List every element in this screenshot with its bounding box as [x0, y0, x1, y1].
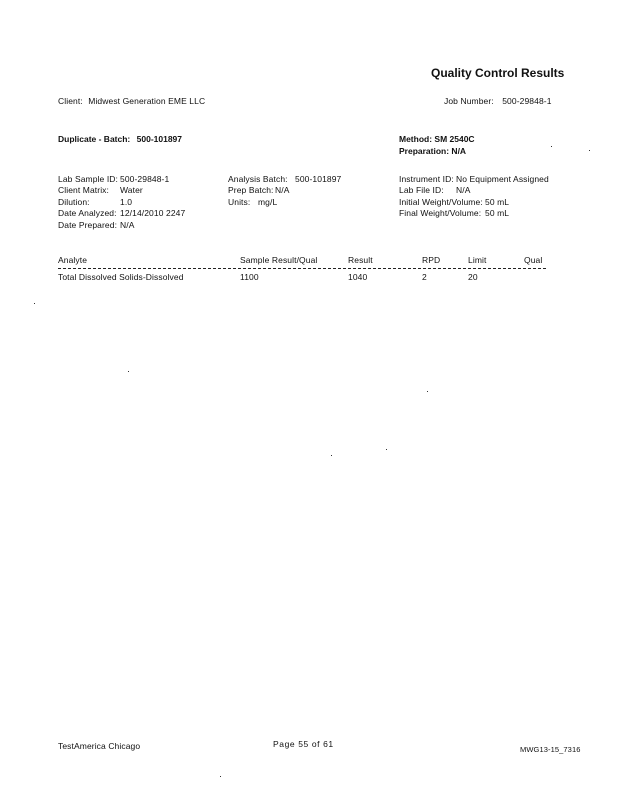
- lab-file-id-value: N/A: [456, 185, 471, 195]
- analysis-batch-label: Analysis Batch:: [228, 174, 288, 184]
- col-header-rpd: RPD: [422, 255, 441, 265]
- scan-speck: [589, 150, 590, 151]
- client-matrix-label: Client Matrix:: [58, 185, 109, 195]
- col-header-sample-result: Sample Result/Qual: [240, 255, 318, 265]
- scan-speck: [34, 303, 35, 304]
- scan-speck: [427, 391, 428, 392]
- page-title: Quality Control Results: [431, 66, 565, 80]
- instrument-id-label: Instrument ID:: [399, 174, 454, 184]
- date-analyzed-label: Date Analyzed:: [58, 208, 117, 218]
- initial-weight-value: 50 mL: [485, 197, 510, 207]
- final-weight-value: 50 mL: [485, 208, 510, 218]
- scan-speck: [551, 146, 552, 147]
- footer-lab-name: TestAmerica Chicago: [58, 741, 141, 751]
- lab-sample-id-value: 500-29848-1: [120, 174, 170, 184]
- job-number-line: [444, 96, 552, 106]
- batch-heading: [58, 134, 182, 144]
- col-header-result: Result: [348, 255, 373, 265]
- job-number-label: Job Number:: [444, 96, 494, 106]
- date-analyzed-value: 12/14/2010 2247: [120, 208, 186, 218]
- batch-heading-value: 500-101897: [136, 134, 183, 144]
- date-prepared-label: Date Prepared:: [58, 220, 118, 230]
- col-header-qual: Qual: [524, 255, 543, 265]
- footer-page-number: Page 55 of 61: [273, 739, 334, 749]
- dilution-value: 1.0: [120, 197, 133, 207]
- scan-speck: [220, 776, 221, 777]
- prep-batch-label: Prep Batch:: [228, 185, 274, 195]
- job-number-value: 500-29848-1: [502, 96, 552, 106]
- cell-result: 1040: [348, 272, 368, 282]
- client-label: Client:: [58, 96, 83, 106]
- table-header-rule: [58, 268, 546, 269]
- dilution-label: Dilution:: [58, 197, 90, 207]
- preparation-text: Preparation: N/A: [399, 146, 467, 156]
- lab-file-id-label: Lab File ID:: [399, 185, 444, 195]
- method-text: Method: SM 2540C: [399, 134, 475, 144]
- final-weight-label: Final Weight/Volume:: [399, 208, 482, 218]
- client-value: Midwest Generation EME LLC: [88, 96, 206, 106]
- cell-limit: 20: [468, 272, 478, 282]
- prep-batch-value: N/A: [275, 185, 290, 195]
- lab-sample-id-label: Lab Sample ID:: [58, 174, 118, 184]
- col-header-analyte: Analyte: [58, 255, 88, 265]
- scan-speck: [331, 455, 332, 456]
- footer-doc-id: MWG13-15_7316: [520, 745, 581, 754]
- cell-analyte: Total Dissolved Solids-Dissolved: [58, 272, 184, 282]
- client-matrix-value: Water: [120, 185, 143, 195]
- batch-heading-label: Duplicate - Batch:: [58, 134, 131, 144]
- cell-rpd: 2: [422, 272, 427, 282]
- cell-sample-result: 1100: [240, 272, 259, 282]
- scan-speck: [386, 449, 387, 450]
- analysis-batch-value: 500-101897: [295, 174, 342, 184]
- scan-speck: [128, 371, 129, 372]
- client-line: [58, 96, 205, 106]
- col-header-limit: Limit: [468, 255, 487, 265]
- initial-weight-label: Initial Weight/Volume:: [399, 197, 483, 207]
- units-label: Units:: [228, 197, 251, 207]
- units-value: mg/L: [258, 197, 278, 207]
- instrument-id-value: No Equipment Assigned: [456, 174, 549, 184]
- date-prepared-value: N/A: [120, 220, 135, 230]
